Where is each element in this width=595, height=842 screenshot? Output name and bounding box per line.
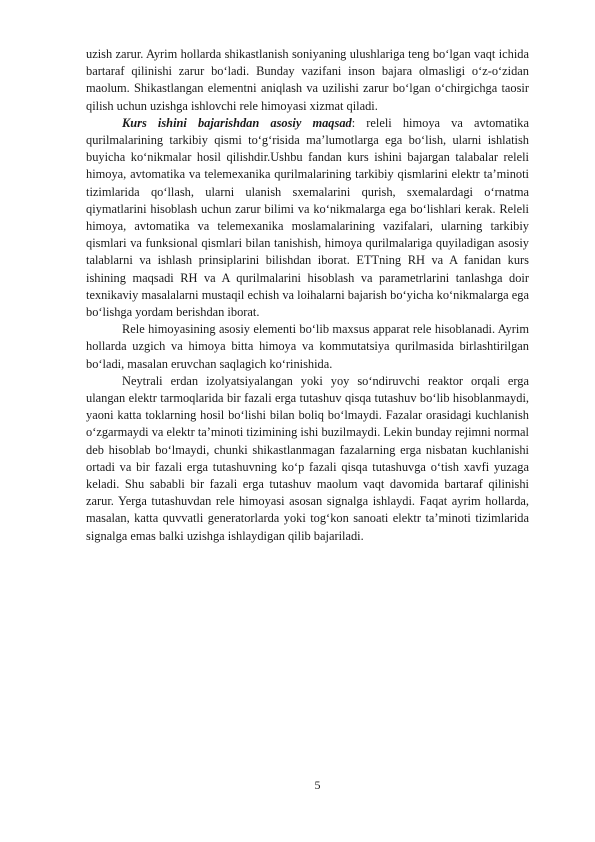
body-text: [86, 46, 529, 545]
paragraph-3-text: Rele himoyasining asosiy elementi bo‘lib maxsus apparat rele hisoblanadi. Ayrim hollarda uzgich va himoya bitta himoya va kommutatsiya qurilmasida birlashtirilgan bo‘ladi, masalan eruvchan saqlagich ko‘rinishida.: [86, 322, 529, 371]
paragraph-2: [86, 115, 529, 321]
paragraph-1-text: uzish zarur. Ayrim hollarda shikastlanish soniyaning ulushlariga teng bo‘lgan vaqt ichida bartaraf qilinishi zarur bo‘ladi. Bunday vazifani inson bajara olmasligi o‘z-o‘zidan maolum. Shikastlangan elementni aniqlash va uzilishi zarur bo‘lgan o‘chirgichga taosir qilish uchun uzishga ishlovchi rele himoyasi xizmat qiladi.: [86, 47, 529, 113]
page-number: 5: [314, 778, 321, 792]
paragraph-2-term: Kurs ishini bajarishdan asosiy maqsad: [122, 115, 352, 130]
paragraph-2-text: : releli himoya va avtomatika qurilmalarining tarkibiy qismi to‘g‘risida ma’lumotlarga ega bo‘lish, ularni ishlatish buyicha ko‘nikmalar hosil qilishdir.Ushbu fandan kurs ishini bajargan talabalar releli himoya, avtomatika va telemexanika qurilmalarining tarkibiy qismlarini elektr ta’minoti tizimlarida qo‘llash, ularni ulanish sxemalarini qurish, sxemalardagi o‘rnatma qiymatlarini hisoblash uchun zarur bilimi va ko‘nikmalarga ega bo‘lishlari kerak. Releli himoya, avtomatika va telemexanika moslamalarining vazifalari, ularning tarkibiy qismlari va funksional qismlari bilan tanishish, himoya qurilmalariga quyiladigan asosiy talablarni va ishlash prinsiplarini bilishdan iborat. ETTning RH va A fanidan kurs ishining maqsadi RH va A qurilmalarini hisoblash va parametrlarini tanlashga doir texnikaviy masalalarni mustaqil echish va loihalarni bajarish bo‘yicha ko‘nikmalarga ega bo‘lishga yordam berishdan iborat.: [86, 115, 529, 320]
paragraph-3: [86, 321, 529, 373]
paragraph-4: [86, 373, 529, 545]
paragraph-1: [86, 46, 529, 115]
paragraph-4-text: Neytrali erdan izolyatsiyalangan yoki yoy so‘ndiruvchi reaktor orqali erga ulangan elektr tarmoqlarida bir fazali erga tutashuv qisqa tutashuv bo‘lib hisoblanmaydi, yaoni katta toklarning hosil bo‘lishi bilan boliq bo‘lmaydi. Fazalar orasidagi kuchlanish o‘zgarmaydi va elektr ta’minoti tizimining ishi buzilmaydi. Lekin bunday rejimni normal deb hisoblab bo‘lmaydi, chunki shikastlanmagan fazalarning erga nisbatan kuchlanishi ortadi va bir fazali erga tutashuvning ko‘p fazali qisqa tutashuvga o‘tish xavfi yuzaga keladi. Shu sababli bir fazali erga tutashuv maolum vaqt davomida bartaraf qilinishi zarur. Yerga tutashuvdan rele himoyasi asosan signalga ishlaydi. Faqat ayrim hollarda, masalan, katta quvvatli generatorlarda yoki tog‘kon sanoati elektr ta’minoti tizimlarida signalga emas balki uzishga ishlaydigan qilib bajariladi.: [86, 373, 529, 543]
